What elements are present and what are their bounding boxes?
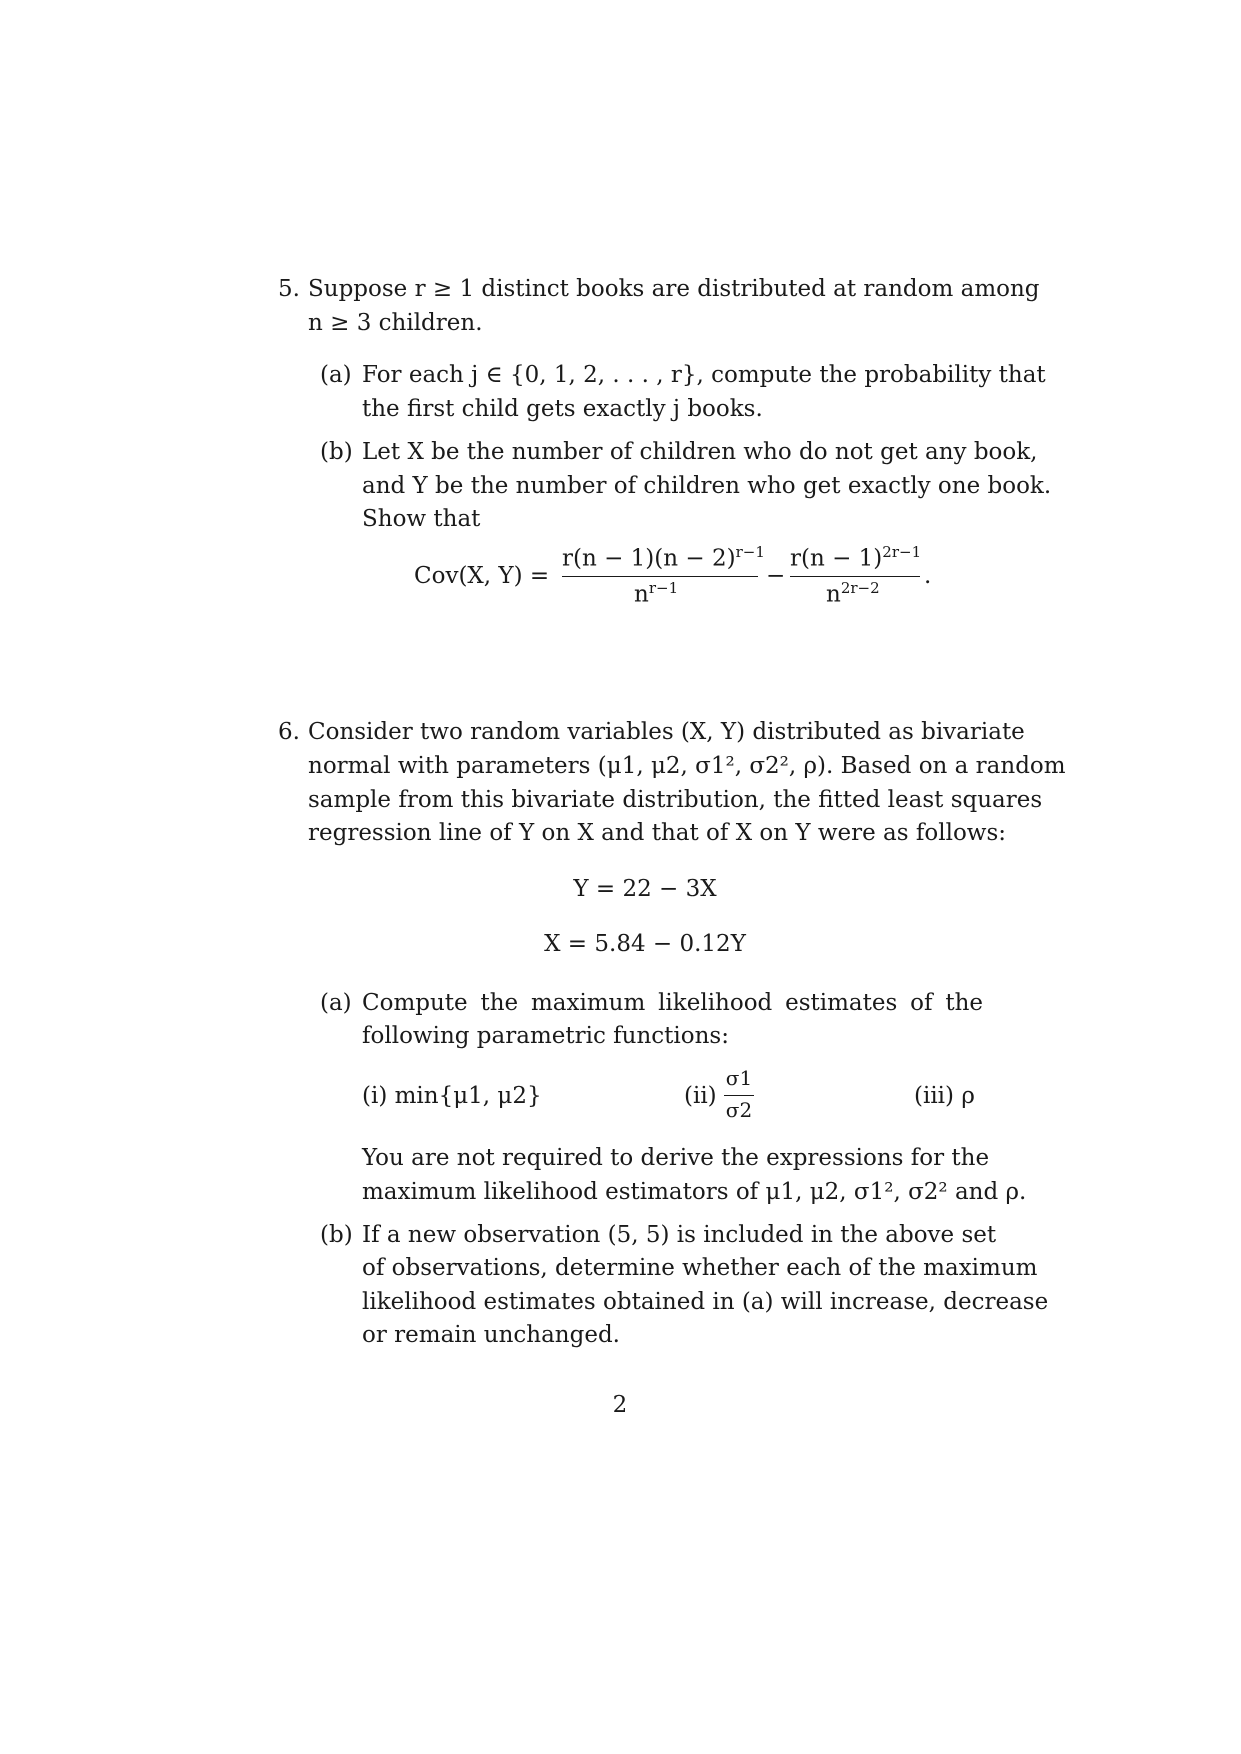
page-number: 2	[612, 1392, 628, 1418]
q5b-label: (b)	[320, 439, 353, 465]
q6b-label: (b)	[320, 1222, 353, 1248]
q5a-label: (a)	[320, 362, 352, 388]
q6b-line-4: or remain unchanged.	[362, 1322, 620, 1348]
item-ii-denominator: σ2	[725, 1098, 753, 1122]
item-iii: (iii) ρ	[914, 1083, 975, 1109]
q6-note-line-2: maximum likelihood estimators of μ1, μ2, σ1², σ2² and ρ.	[362, 1179, 1027, 1205]
q6-note-line-1: You are not required to derive the expressions for the	[362, 1145, 990, 1171]
fraction-2-numerator-exponent: 2r−1	[882, 543, 922, 561]
fraction-1-denominator-exponent: r−1	[648, 579, 679, 597]
q6a-line-2: following parametric functions:	[362, 1023, 729, 1049]
q5b-line-2: and Y be the number of children who get exactly one book.	[362, 473, 1052, 499]
q6-number: 6.	[278, 719, 300, 745]
q5-number: 5.	[278, 276, 300, 302]
q5-stem-line-2: n ≥ 3 children.	[308, 310, 483, 336]
fraction-1-bar	[562, 576, 758, 577]
fraction-1-numerator-base: r(n − 1)(n − 2)	[562, 545, 736, 572]
fraction-2-bar	[790, 576, 920, 577]
equation-period: .	[924, 563, 932, 589]
fraction-2-denominator-exponent: 2r−2	[840, 579, 880, 597]
item-ii-fraction-bar	[724, 1095, 754, 1096]
fraction-2-denominator	[826, 579, 880, 608]
q5a-line-1: For each j ∈ {0, 1, 2, . . . , r}, compute the probability that	[362, 362, 1046, 388]
q6a-line-1: Compute the maximum likelihood estimates of the	[362, 990, 983, 1016]
q6b-line-3: likelihood estimates obtained in (a) will increase, decrease	[362, 1289, 1049, 1315]
item-ii-numerator: σ1	[725, 1066, 753, 1090]
fraction-2-numerator-base: r(n − 1)	[790, 545, 883, 572]
q5b-line-3: Show that	[362, 506, 481, 532]
q6a-label: (a)	[320, 990, 352, 1016]
fraction-2-denominator-base: n	[826, 581, 841, 608]
fraction-1-numerator-exponent: r−1	[735, 543, 765, 561]
q5-stem-line-1: Suppose r ≥ 1 distinct books are distributed at random among	[308, 276, 1040, 302]
q5a-line-2: the first child gets exactly j books.	[362, 396, 763, 422]
q6-stem-line-3: sample from this bivariate distribution, the fitted least squares	[308, 787, 1043, 813]
regression-y-on-x: Y = 22 − 3X	[573, 876, 717, 902]
q5b-line-1: Let X be the number of children who do not get any book,	[362, 439, 1038, 465]
q6-stem-line-1: Consider two random variables (X, Y) distributed as bivariate	[308, 719, 1025, 745]
q6b-line-1: If a new observation (5, 5) is included in the above set	[362, 1222, 997, 1248]
fraction-1-numerator	[562, 543, 765, 572]
fraction-2-numerator	[790, 543, 921, 572]
regression-x-on-y: X = 5.84 − 0.12Y	[544, 931, 746, 957]
item-ii-label: (ii)	[684, 1083, 717, 1109]
cov-lhs: Cov(X, Y) =	[414, 563, 550, 589]
item-i: (i) min{μ1, μ2}	[362, 1083, 542, 1109]
fraction-1-denominator-base: n	[634, 581, 649, 608]
q6-stem-line-2: normal with parameters (μ1, μ2, σ1², σ2², ρ). Based on a random	[308, 753, 1066, 779]
q6-stem-line-4: regression line of Y on X and that of X on Y were as follows:	[308, 820, 1007, 846]
fraction-1-denominator	[634, 579, 678, 608]
q6b-line-2: of observations, determine whether each of the maximum	[362, 1255, 1038, 1281]
equation-minus: −	[766, 563, 786, 589]
